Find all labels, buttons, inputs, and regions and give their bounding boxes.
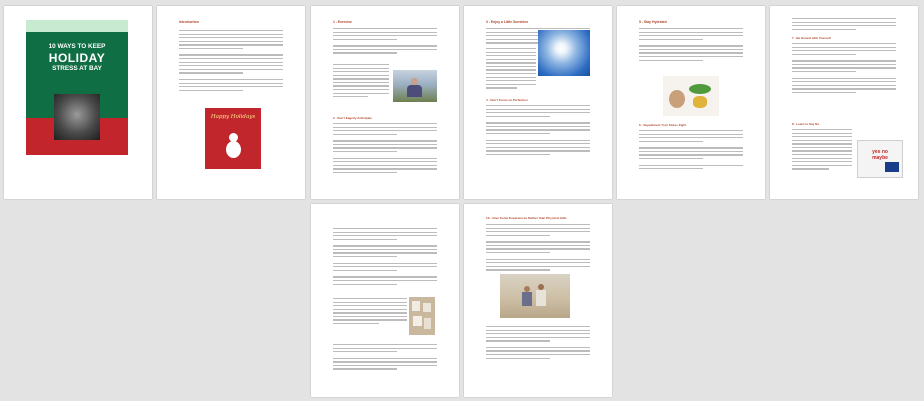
holiday-card-image (205, 108, 261, 169)
holiday-card-text: Happy Holidays (210, 114, 256, 120)
page-heading: 3 - Enjoy a Little Sunshine (486, 20, 529, 24)
snowman-head (229, 133, 238, 142)
body-text (333, 228, 437, 287)
document-page-3[interactable] (311, 6, 459, 199)
sign-text-maybe: maybe (872, 155, 888, 161)
body-text (333, 28, 437, 56)
sunny-sky-photo (538, 30, 590, 76)
document-page-4[interactable] (464, 6, 612, 199)
body-text-wrapped (333, 64, 389, 100)
body-text (179, 30, 283, 93)
page-heading: 5 - Stay Hydrated (639, 20, 667, 24)
body-text-wrapped (333, 298, 407, 327)
section-subheading: 6 - Supplement Your Stress Fight (639, 123, 687, 127)
sign-text-yes: yes (872, 149, 881, 155)
cover-title-line-3: STRESS AT BAY (52, 65, 102, 72)
cover-title-line-1: 10 WAYS TO KEEP (48, 43, 106, 50)
body-text (333, 123, 437, 176)
document-page-8[interactable] (464, 204, 612, 397)
document-page-6[interactable] (770, 6, 918, 199)
body-text (333, 344, 437, 372)
section-subheading: 7 - Be Honest with Yourself (792, 36, 831, 40)
cover-image (26, 20, 128, 155)
document-page-5[interactable] (617, 6, 765, 199)
cover-top-band (26, 20, 128, 32)
cover-title-line-2: HOLIDAY (48, 51, 106, 65)
body-text (486, 224, 590, 273)
section-subheading: 4 - Don't Focus on Perfection (486, 98, 528, 102)
yoga-photo (393, 70, 437, 102)
beach-family-photo (500, 274, 570, 318)
body-text (486, 105, 590, 158)
document-page-2[interactable] (157, 6, 305, 199)
page-heading: 1 - Exercise (333, 20, 352, 24)
page-heading: 10 - Give Some Experiences Rather than Physical Gifts (486, 216, 567, 220)
body-text (486, 326, 590, 361)
document-page-7[interactable] (311, 204, 459, 397)
stressed-hands-photo (54, 94, 100, 140)
body-text (639, 28, 743, 63)
section-subheading: 2 - Don't Eagerly Anticipate (333, 116, 372, 120)
body-text (792, 43, 896, 96)
body-text-wrapped (486, 48, 536, 91)
section-subheading: 8 - Learn to Say No (792, 122, 820, 126)
page-heading: Introduction (179, 20, 199, 24)
herbal-supplements-photo (663, 76, 719, 116)
body-text (639, 130, 743, 172)
sign-logo (885, 162, 899, 172)
snowman-body (226, 141, 241, 158)
note-board-photo (409, 297, 435, 335)
yes-no-maybe-sign-image (857, 140, 903, 178)
body-text-wrapped (792, 129, 852, 172)
body-text (792, 18, 896, 32)
document-page-1[interactable] (4, 6, 152, 199)
sign-text-no: no (881, 149, 888, 155)
